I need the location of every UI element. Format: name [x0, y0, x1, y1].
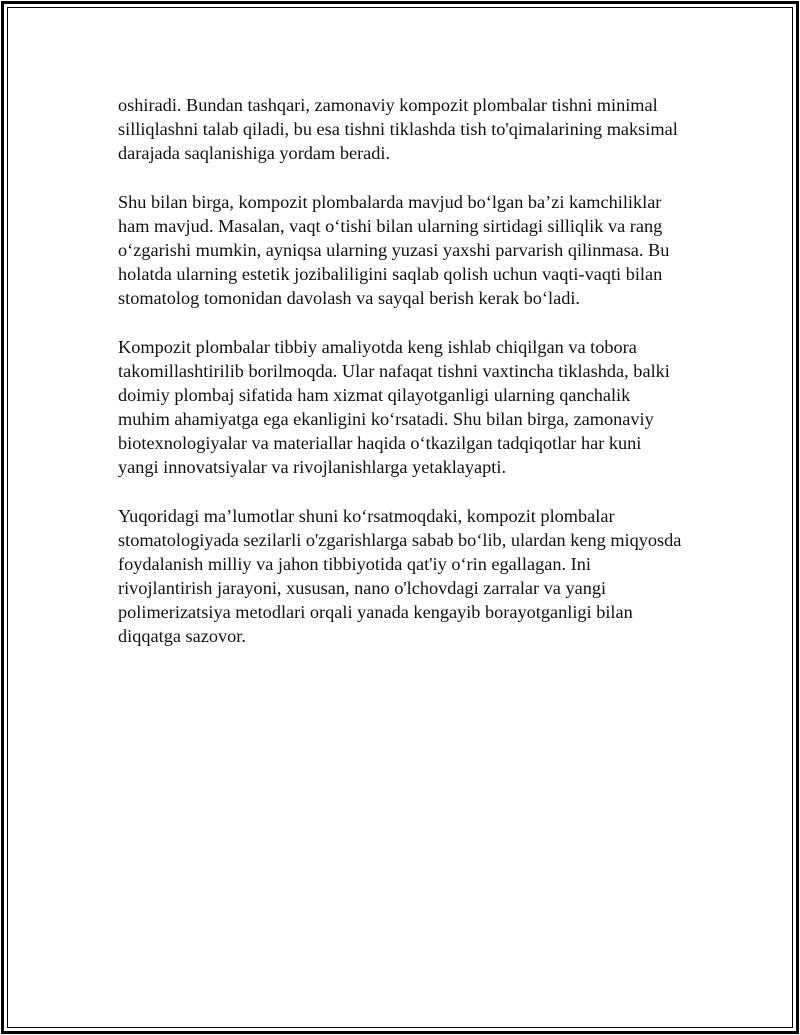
paragraph-4: [118, 504, 681, 648]
text-line: stomatolog tomonidan davolash va sayqal berish kerak bo‘ladi.: [118, 288, 581, 308]
text-line: yangi innovatsiyalar va rivojlanishlarga yetaklayapti.: [118, 457, 507, 477]
text-line: Yuqoridagi ma’lumotlar shuni ko‘rsatmoqdaki, kompozit plombalar: [118, 506, 615, 526]
text-line: o‘zgarishi mumkin, ayniqsa ularning yuzasi yaxshi parvarish qilinmasa. Bu: [118, 240, 670, 260]
text-line: silliqlashni talab qiladi, bu esa tishni tiklashda tish to'qimalarining maksimal: [118, 119, 678, 139]
text-line: biotexnologiyalar va materiallar haqida o‘tkazilgan tadqiqotlar har kuni: [118, 433, 642, 453]
text-line: darajada saqlanishiga yordam beradi.: [118, 143, 391, 163]
text-line: stomatologiyada sezilarli o'zgarishlarga sabab bo‘lib, ulardan keng miqyosda: [118, 530, 682, 550]
text-line: polimerizatsiya metodlari orqali yanada kengayib borayotganligi bilan: [118, 602, 633, 622]
text-line: muhim ahamiyatga ega ekanligini ko‘rsatadi. Shu bilan birga, zamonaviy: [118, 409, 654, 429]
text-line: ham mavjud. Masalan, vaqt o‘tishi bilan ularning sirtidagi silliqlik va rang: [118, 216, 663, 236]
paragraph-3: [118, 335, 681, 479]
document-body: [118, 93, 681, 673]
text-line: rivojlantirish jarayoni, xususan, nano o'lchovdagi zarralar va yangi: [118, 578, 607, 598]
text-line: Kompozit plombalar tibbiy amaliyotda keng ishlab chiqilgan va tobora: [118, 337, 637, 357]
text-line: foydalanish milliy va jahon tibbiyotida qat'iy o‘rin egallagan. Ini: [118, 554, 591, 574]
text-line: holatda ularning estetik jozibaliligini saqlab qolish uchun vaqti-vaqti bilan: [118, 264, 663, 284]
text-line: diqqatga sazovor.: [118, 626, 246, 646]
text-line: takomillashtirilib borilmoqda. Ular nafaqat tishni vaxtincha tiklashda, balki: [118, 361, 670, 381]
text-line: Shu bilan birga, kompozit plombalarda mavjud bo‘lgan ba’zi kamchiliklar: [118, 192, 662, 212]
paragraph-1: [118, 93, 681, 165]
text-line: doimiy plombaj sifatida ham xizmat qilayotganligi ularning qanchalik: [118, 385, 631, 405]
paragraph-2: [118, 190, 681, 310]
text-line: oshiradi. Bundan tashqari, zamonaviy kompozit plombalar tishni minimal: [118, 95, 658, 115]
